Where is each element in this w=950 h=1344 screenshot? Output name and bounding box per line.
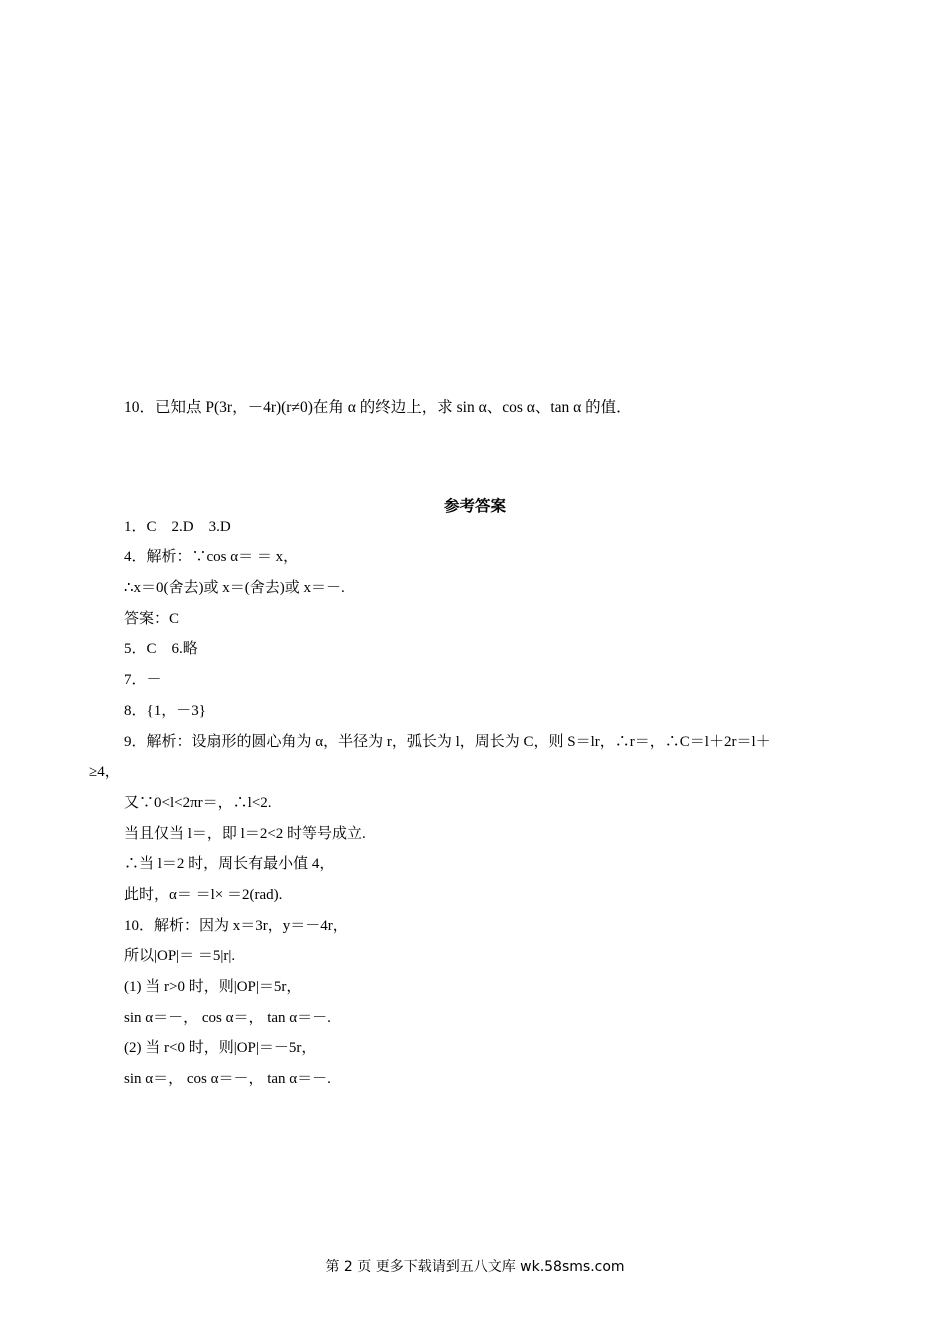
question-10: 10．已知点 P(3r，－4r)(r≠0)在角 α 的终边上，求 sin α、cos α、tan α 的值． <box>124 399 632 416</box>
answer-line: 当且仅当 l＝，即 l＝2<2 时等号成立. <box>124 826 366 842</box>
answer-line: ≥4， <box>89 764 120 780</box>
answer-line: sin α＝－， cos α＝， tan α＝－. <box>124 1010 331 1026</box>
answer-line: 所以|OP|＝ ＝5|r|. <box>124 948 236 964</box>
answer-line: (1) 当 r>0 时，则|OP|＝5r， <box>124 979 302 995</box>
answer-line: 答案：C <box>124 611 180 627</box>
answer-line: 此时，α＝ ＝l× ＝2(rad). <box>124 887 283 903</box>
answer-line: 4．解析：∵cos α＝ ＝ x， <box>124 549 299 565</box>
page-footer: 第 2 页 更多下载请到五八文库 wk.58sms.com <box>325 1259 625 1275</box>
answer-line: ∴x＝0(舍去)或 x＝(舍去)或 x＝－. <box>124 580 345 596</box>
answer-line: ∴当 l＝2 时，周长有最小值 4， <box>124 856 335 872</box>
answer-line: 1．C 2.D 3.D <box>124 519 231 535</box>
answers-heading: 参考答案 <box>443 498 506 515</box>
answer-line: (2) 当 r<0 时，则|OP|＝－5r， <box>124 1040 317 1056</box>
answer-line: 10．解析：因为 x＝3r，y＝－4r， <box>124 918 348 934</box>
answer-line: 7．－ <box>124 672 162 688</box>
answer-line: sin α＝， cos α＝－， tan α＝－. <box>124 1071 331 1087</box>
answer-line: 又∵0<l<2πr＝，∴l<2. <box>124 795 272 811</box>
answer-line: 8．{1，－3} <box>124 703 206 719</box>
answer-line: 9．解析：设扇形的圆心角为 α，半径为 r，弧长为 l，周长为 C，则 S＝lr，∴r＝，∴C＝l＋2r＝l＋ <box>124 734 771 750</box>
answer-line: 5．C 6.略 <box>124 641 198 657</box>
